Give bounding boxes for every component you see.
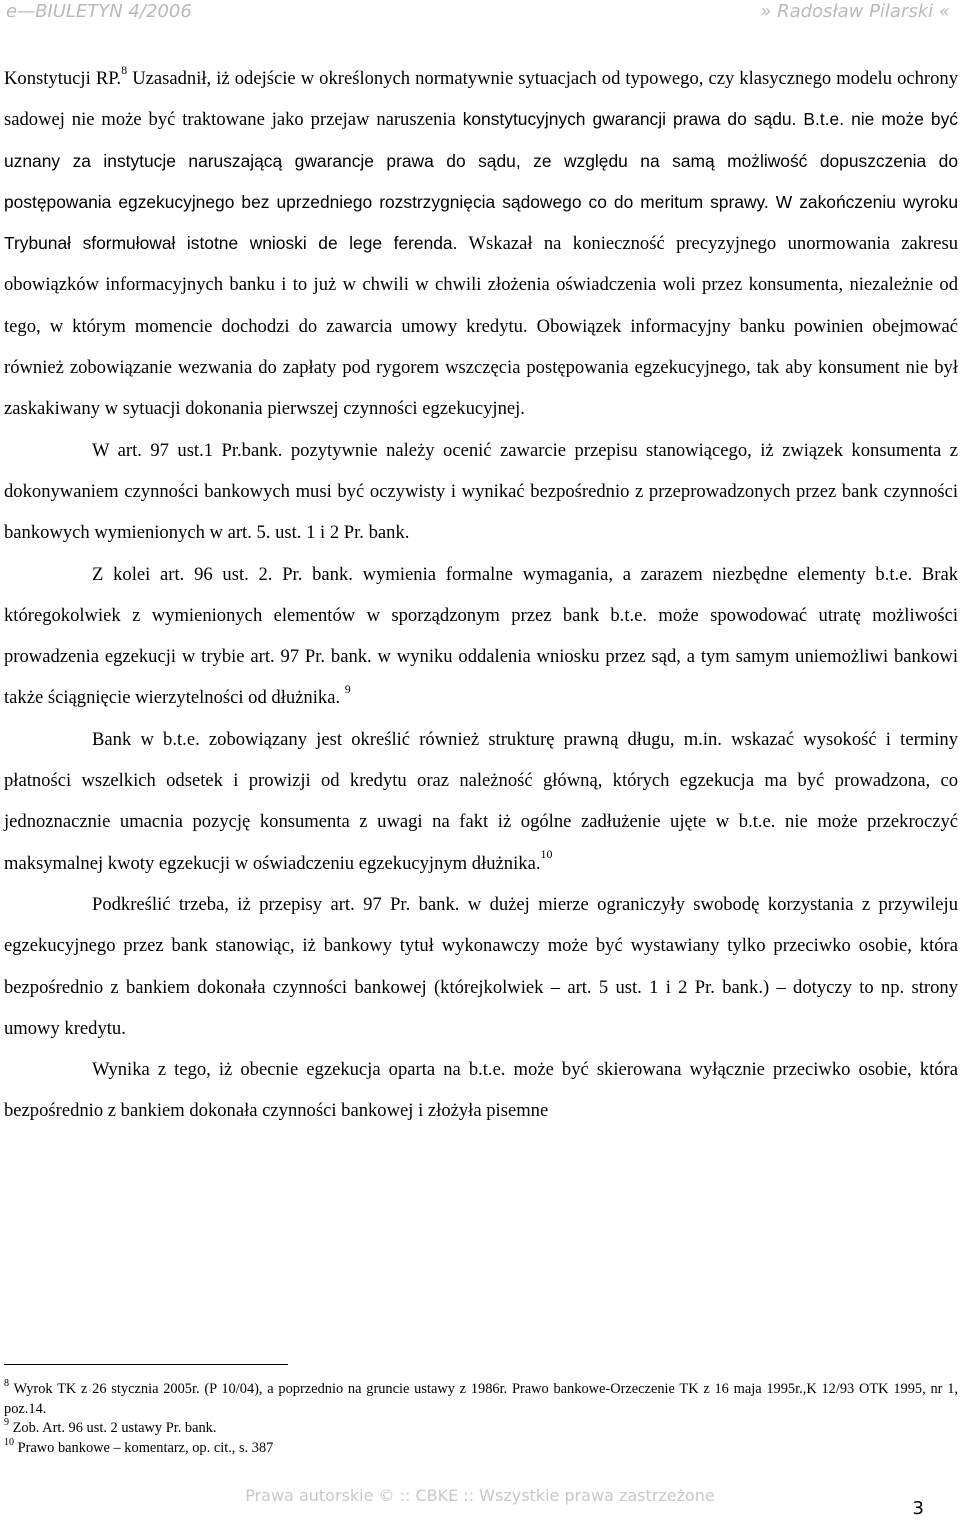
footnote-ref: 10 bbox=[540, 847, 553, 862]
footnote-separator bbox=[4, 1364, 288, 1365]
copyright-footer: Prawa autorskie © :: CBKE :: Wszystkie prawa zastrzeżone bbox=[245, 1486, 715, 1505]
text-run: Konstytucji RP. bbox=[4, 68, 122, 89]
footnote bbox=[4, 1419, 958, 1439]
footnote bbox=[4, 1436, 958, 1459]
text-run: konstytucyjnych gwarancji prawa do sądu. B.t.e. nie może być uznany za instytucje naruszającą gwarancje prawa do sądu, ze względu na samą możliwość dopuszczenia do postępowania egzekucyjnego bez uprzedniego rozstrzygnięcia sądowego co do meritum sprawy. W zakończeniu wyroku Trybunał sformułował istotne wnioski de lege ferenda. bbox=[4, 109, 958, 254]
footnote-number: 10 bbox=[4, 1436, 14, 1448]
footnote-ref: 8 bbox=[121, 62, 128, 77]
footnote bbox=[4, 1380, 958, 1419]
footnote-number: 9 bbox=[4, 1417, 9, 1429]
paragraph: Wynika z tego, iż obecnie egzekucja oparta na b.t.e. może być skierowana wyłącznie przeciwko osobie, która bezpośrednio z bankiem dokonała czynności bankowej i złożyła pisemne bbox=[4, 1059, 958, 1122]
paragraph: W art. 97 ust.1 Pr.bank. pozytywnie należy ocenić zawarcie przepisu stanowiącego, iż związek konsumenta z dokonywaniem czynności bankowych musi być oczywisty i wynikać bezpośrednio z przeprowadzonych przez bank czynności bankowych wymienionych w art. 5. ust. 1 i 2 Pr. bank. bbox=[4, 439, 958, 544]
paragraph bbox=[4, 719, 958, 884]
text-run: Bank w b.t.e. zobowiązany jest określić również strukturę prawną długu, m.in. wskazać wysokość i terminy płatności wszelkich odsetek i prowizji od kredytu oraz należność główną, których egzekucja ma być prowadzona, co jednoznacznie umacnia pozycję konsumenta z uwagi na fakt iż ogólne zadłużenie ujęte w b.t.e. nie może przekroczyć maksymalnej kwoty egzekucji w oświadczeniu egzekucyjnym dłużnika. bbox=[4, 728, 958, 874]
article-body bbox=[4, 58, 958, 1132]
paragraph bbox=[4, 58, 958, 430]
footnote-text: Prawo bankowe – komentarz, op. cit., s. 387 bbox=[14, 1439, 274, 1456]
text-run: Uzasadnił, iż odejście w określonych normatywnie sytuacjach od typowego, czy klasycznego modelu ochrony sadowej nie może być traktowane jako przejaw naruszenia bbox=[4, 68, 959, 131]
footnote-ref: 9 bbox=[344, 682, 351, 697]
page-header bbox=[0, 0, 960, 24]
footnotes bbox=[4, 1380, 958, 1458]
paragraph: Podkreślić trzeba, iż przepisy art. 97 Pr. bank. w dużej mierze ograniczyły swobodę korzystania z przywileju egzekucyjnego przez bank stanowiąc, iż bankowy tytuł wykonawczy może być wystawiany tylko przeciwko osobie, która bezpośrednio z bankiem dokonała czynności bankowej (którejkolwiek – art. 5 ust. 1 i 2 Pr. bank.) – dotyczy to np. strony umowy kredytu. bbox=[4, 893, 958, 1039]
page-number: 3 bbox=[912, 1498, 924, 1519]
paragraph bbox=[4, 554, 958, 719]
footnote-number: 8 bbox=[4, 1378, 9, 1390]
footnote-text: Zob. Art. 96 ust. 2 ustawy Pr. bank. bbox=[9, 1420, 217, 1436]
text-run: Wskazał na konieczność precyzyjnego unormowania zakresu obowiązków informacyjnych banku i to już w chwili w chwili złożenia oświadczenia woli przez konsumenta, niezależnie od tego, w którym momencie dochodzi do zawarcia umowy kredytu. Obowiązek informacyjny banku powinien obejmować również zobowiązanie wezwania do zapłaty pod rygorem wszczęcia postępowania egzekucyjnego, tak aby konsument nie był zaskakiwany w sytuacji dokonania pierwszej czynności egzekucyjnej. bbox=[4, 233, 958, 420]
author-name: » Radosław Pilarski « bbox=[760, 1, 950, 22]
footnote-text: Wyrok TK z 26 stycznia 2005r. (P 10/04), a poprzednio na gruncie ustawy z 1986r. Prawo bankowe-Orzeczenie TK z 16 maja 1995r.,K 12/93 OTK 1995, nr 1, poz.14. bbox=[4, 1381, 958, 1417]
bulletin-title: e—BIULETYN 4/2006 bbox=[6, 1, 192, 22]
text-run: Z kolei art. 96 ust. 2. Pr. bank. wymienia formalne wymagania, a zarazem niezbędne elementy b.t.e. Brak któregokolwiek z wymienionych elementów w sporządzonym przez bank b.t.e. może spowodować utratę możliwości prowadzenia egzekucji w trybie art. 97 Pr. bank. w wyniku oddalenia wniosku przez sąd, a tym samym uniemożliwi bankowi także ściągnięcie wierzytelności od dłużnika. bbox=[4, 563, 958, 709]
